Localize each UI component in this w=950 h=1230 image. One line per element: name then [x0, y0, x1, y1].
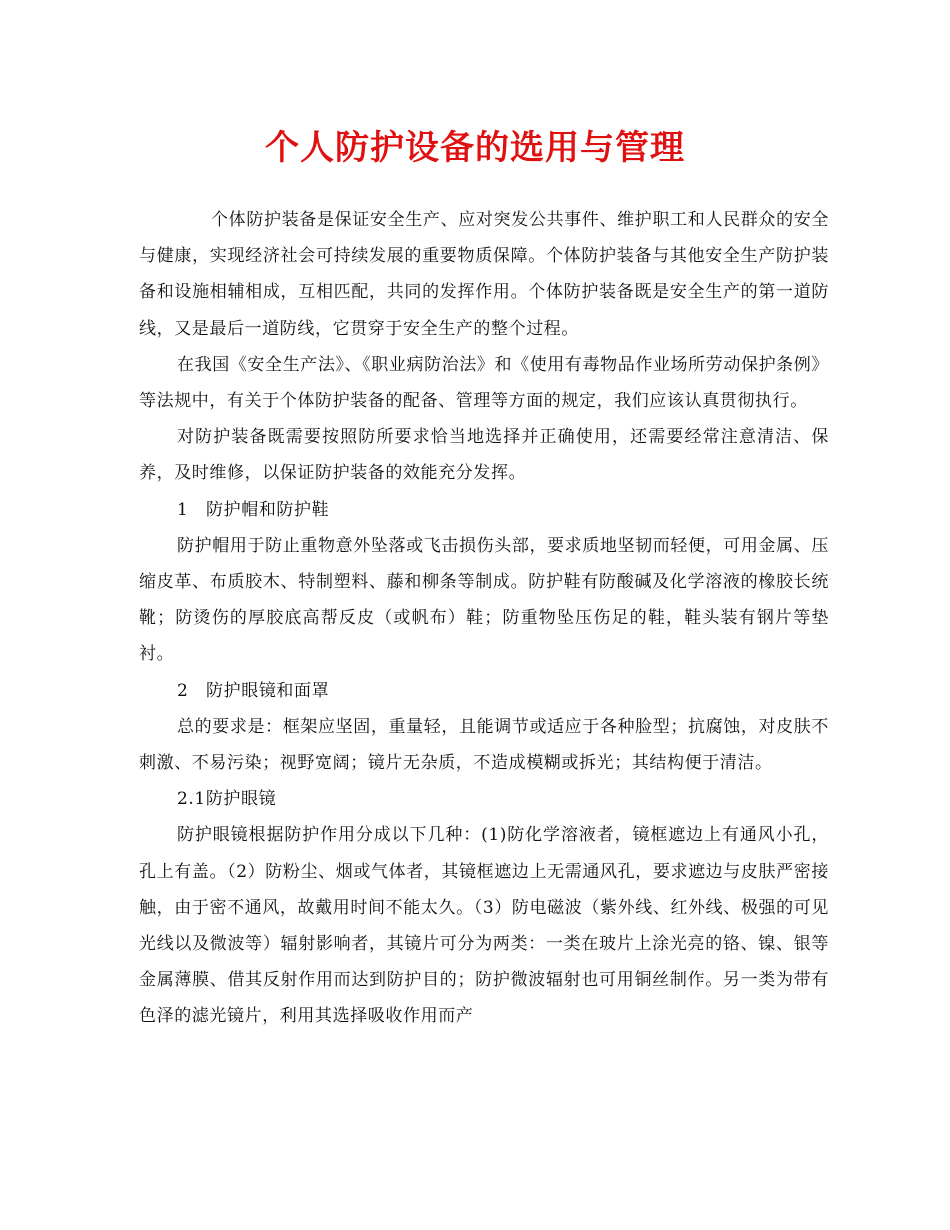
- paragraph-general-requirements: 总的要求是：框架应坚固，重量轻，且能调节或适应于各种脸型；抗腐蚀，对皮肤不刺激、不易污染；视野宽阔；镜片无杂质，不造成模糊或拆光；其结构便于清洁。: [139, 716, 829, 774]
- section-heading-helmet-shoes: 1 防护帽和防护鞋: [177, 499, 330, 520]
- document-body: [139, 202, 829, 1035]
- paragraph-goggles: 防护眼镜根据防护作用分成以下几种：(1)防化学溶液者，镜框遮边上有通风小孔，孔上有盖。（2）防粉尘、烟或气体者，其镜框遮边上无需通风孔，要求遮边与皮肤严密接触，由于密不通风，故戴用时间不能太久。（3）防电磁波（紫外线、红外线、极强的可见光线以及微波等）辐射影响者，其镜片可分为两类：一类在玻片上涂光亮的铬、镍、银等金属薄膜、借其反射作用而达到防护目的；防护微波辐射也可用铜丝制作。另一类为带有色泽的滤光镜片，利用其选择吸收作用而产: [139, 825, 829, 1027]
- subsection-heading-goggles: 2.1防护眼镜: [177, 789, 277, 810]
- document-title: 个人防护设备的选用与管理: [265, 128, 685, 168]
- paragraph-regulations: 在我国《安全生产法》、《职业病防治法》和《使用有毒物品作业场所劳动保护条例》等法规中，有关于个体防护装备的配备、管理等方面的规定，我们应该认真贯彻执行。: [139, 354, 829, 412]
- paragraph-helmet-shoes: 防护帽用于防止重物意外坠落或飞击损伤头部，要求质地坚韧而轻便，可用金属、压缩皮革、布质胶木、特制塑料、藤和柳条等制成。防护鞋有防酸碱及化学溶液的橡胶长统靴；防烫伤的厚胶底高帮反皮（或帆布）鞋；防重物坠压伤足的鞋，鞋头装有钢片等垫衬。: [139, 535, 829, 665]
- paragraph-intro: 个体防护装备是保证安全生产、应对突发公共事件、维护职工和人民群众的安全与健康，实现经济社会可持续发展的重要物质保障。个体防护装备与其他安全生产防护装备和设施相辅相成，互相匹配，共同的发挥作用。个体防护装备既是安全生产的第一道防线，又是最后一道防线，它贯穿于安全生产的整个过程。: [139, 210, 829, 339]
- paragraph-maintenance: 对防护装备既需要按照防所要求恰当地选择并正确使用，还需要经常注意清洁、保养，及时维修，以保证防护装备的效能充分发挥。: [139, 427, 829, 484]
- section-heading-goggles-masks: 2 防护眼镜和面罩: [177, 680, 330, 701]
